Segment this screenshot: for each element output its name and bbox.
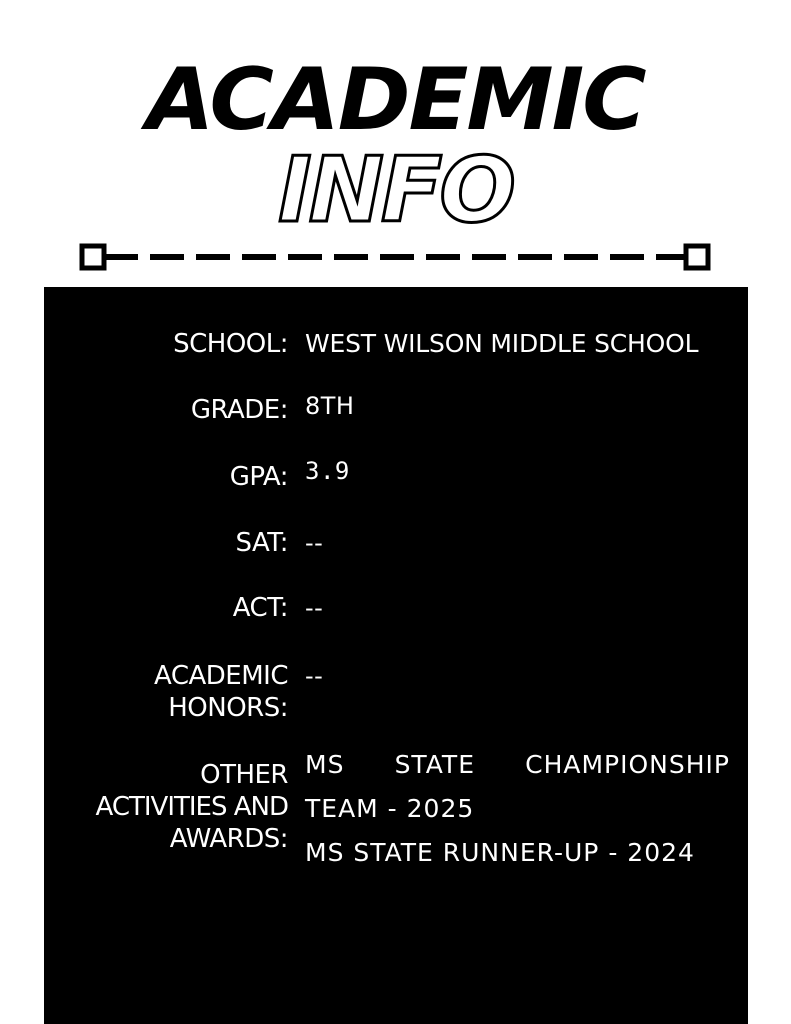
school-value: WEST WILSON MIDDLE SCHOOL [305, 329, 699, 358]
other-label-line-3: AWARDS: [169, 824, 288, 854]
gpa-value: 3.9 [305, 457, 350, 485]
other-value [305, 743, 730, 875]
info-panel [44, 287, 748, 1024]
honors-value: -- [305, 662, 324, 690]
honors-label [44, 660, 288, 724]
other-value-line-3: MS STATE RUNNER-UP - 2024 [305, 838, 695, 867]
sat-label: SAT: [235, 528, 288, 558]
other-label-line-1: OTHER [200, 760, 288, 790]
other-label [44, 759, 288, 855]
divider-right-square [686, 246, 708, 268]
dashed-divider [78, 240, 714, 276]
act-value: -- [305, 594, 324, 622]
honors-label-line-2: HONORS: [168, 693, 288, 723]
page-subtitle: INFO [278, 138, 513, 243]
other-label-line-2: ACTIVITIES AND [95, 792, 288, 822]
sat-value: -- [305, 529, 324, 557]
grade-label: GRADE: [190, 395, 288, 425]
act-label: ACT: [232, 593, 288, 623]
page-title: ACADEMIC [146, 50, 645, 150]
school-label: SCHOOL: [173, 329, 288, 359]
divider-left-square [82, 246, 104, 268]
gpa-label: GPA: [229, 462, 288, 492]
other-value-line-2: TEAM - 2025 [305, 794, 475, 823]
other-value-line-1: MS STATE CHAMPIONSHIP [305, 750, 730, 779]
honors-label-line-1: ACADEMIC [154, 661, 288, 691]
grade-value: 8TH [305, 392, 355, 420]
